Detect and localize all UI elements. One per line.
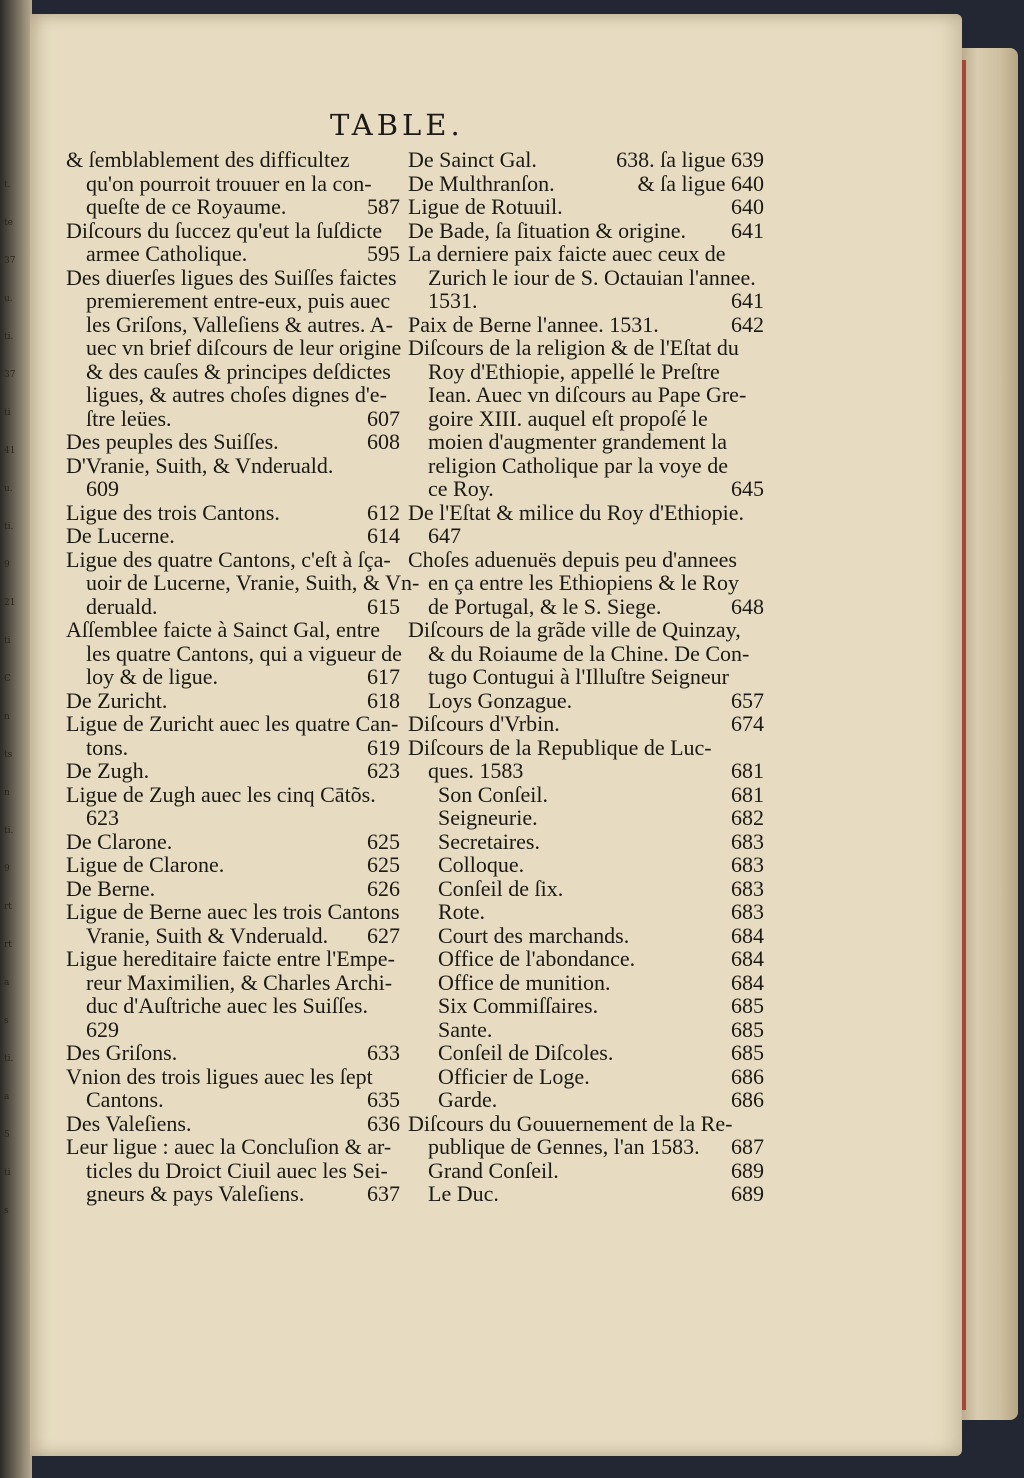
index-entry — [408, 665, 764, 689]
index-entry — [408, 759, 764, 783]
entry-page-ref: 684 — [731, 922, 764, 948]
index-entry — [408, 219, 764, 243]
margin-fragment: u. — [4, 294, 13, 304]
entry-page-ref: 619 — [367, 734, 400, 760]
index-entry — [66, 242, 400, 266]
index-entry — [408, 736, 764, 760]
margin-fragment: a — [4, 978, 10, 988]
entry-text: Zurich le iour de S. Octauian l'annee. — [428, 264, 756, 290]
index-entry — [66, 266, 400, 290]
index-entry — [66, 477, 400, 501]
index-entry — [66, 336, 400, 360]
facing-page-edge — [0, 0, 32, 1478]
entry-page-ref: 608 — [367, 429, 400, 454]
entry-page-ref: 684 — [731, 969, 764, 995]
index-entry — [408, 477, 764, 501]
entry-text: Secretaires. — [438, 828, 540, 854]
index-entry — [66, 219, 400, 243]
entry-text: Roy d'Ethiopie, appellé le Preſtre — [428, 358, 720, 384]
entry-page-ref: 618 — [367, 687, 400, 713]
index-entry — [66, 947, 400, 971]
entry-text: de Portugal, & le S. Siege. — [428, 593, 662, 619]
entry-text: Seigneurie. — [438, 805, 538, 830]
index-entry — [66, 172, 400, 196]
index-entry — [408, 1018, 764, 1042]
margin-fragment: a — [4, 1092, 10, 1102]
index-entry — [66, 195, 400, 219]
entry-text: Ligue de Berne auec les trois Cantons — [66, 899, 400, 924]
entry-text: Aſſemblee faicte à Sainct Gal, entre — [66, 617, 380, 642]
entry-text: & ſemblablement des difficultez — [66, 147, 350, 172]
entry-page-ref: 625 — [367, 852, 400, 877]
index-entry — [66, 1065, 400, 1089]
index-entry — [66, 548, 400, 572]
margin-fragment: 9 — [4, 560, 10, 570]
entry-page-ref: 645 — [731, 476, 764, 501]
index-entry — [66, 360, 400, 384]
index-entry — [66, 313, 400, 337]
index-entry — [408, 712, 764, 736]
margin-fragment: 37 — [4, 370, 16, 380]
index-entry — [66, 501, 400, 525]
index-entry — [66, 1041, 400, 1065]
entry-page-ref: 595 — [367, 241, 400, 266]
entry-text: Ligue de Clarone. — [66, 852, 225, 877]
entry-page-ref: 627 — [367, 922, 400, 948]
entry-text: religion Catholique par la voye de — [428, 452, 728, 478]
index-entry — [408, 524, 764, 548]
index-entry — [66, 289, 400, 313]
entry-page-ref: 625 — [367, 828, 400, 854]
margin-fragment: 37 — [4, 256, 16, 266]
index-entry — [66, 994, 400, 1018]
margin-fragment: ti. — [4, 522, 14, 532]
entry-text: goire XIII. auquel eſt propoſé le — [428, 405, 708, 431]
entry-page-ref: 686 — [731, 1087, 764, 1112]
entry-text: Ligue des trois Cantons. — [66, 499, 280, 525]
entry-text: Des diuerſes ligues des Suiſſes faictes — [66, 264, 397, 290]
entry-text: Ligue des quatre Cantons, c'eſt à ſça- — [66, 546, 391, 572]
index-entry — [408, 947, 764, 971]
margin-fragment: rt — [4, 902, 12, 912]
entry-text: Diſcours de la grãde ville de Quinzay, — [408, 617, 741, 642]
index-entry — [408, 242, 764, 266]
entry-text: De Berne. — [66, 875, 156, 901]
entry-page-ref: 587 — [367, 194, 400, 219]
entry-text: Des Valeſiens. — [66, 1110, 192, 1136]
entry-text: Rote. — [438, 899, 486, 924]
entry-page-ref: 626 — [367, 875, 400, 901]
entry-page-ref: 641 — [731, 217, 764, 243]
entry-page-ref: 683 — [731, 828, 764, 854]
entry-text: ce Roy. — [428, 476, 494, 501]
entry-text: qu'on pourroit trouuer en la con- — [86, 170, 372, 196]
entry-text: 629 — [86, 1016, 119, 1042]
entry-text: Vranie, Suith & Vnderuald. — [86, 922, 329, 948]
entry-page-ref: 686 — [731, 1063, 764, 1089]
entry-text: Des Griſons. — [66, 1040, 178, 1065]
entry-page-ref: 684 — [731, 946, 764, 971]
entry-text: Ligue de Zuricht auec les quatre Can- — [66, 711, 399, 736]
entry-text: Iean. Auec vn diſcours au Pape Gre- — [428, 382, 747, 407]
index-entry — [408, 548, 764, 572]
index-entry — [408, 383, 764, 407]
entry-page-ref: 687 — [731, 1134, 764, 1159]
index-entry — [66, 712, 400, 736]
index-entry — [408, 501, 764, 525]
index-entry — [66, 407, 400, 431]
index-entry — [66, 1112, 400, 1136]
entry-text: De Multhranſon. — [408, 170, 555, 196]
margin-fragment: 21 — [4, 598, 16, 608]
index-entry — [408, 689, 764, 713]
index-entry — [408, 1135, 764, 1159]
entry-page-ref: 648 — [731, 593, 764, 619]
entry-page-ref: 682 — [731, 805, 764, 830]
index-entry — [408, 195, 764, 219]
entry-text: De Bade, ſa ſituation & origine. — [408, 217, 686, 243]
entry-text: moien d'augmenter grandement la — [428, 429, 728, 454]
entry-text: 623 — [86, 805, 119, 830]
index-entry — [408, 1112, 764, 1136]
entry-page-ref: 683 — [731, 875, 764, 901]
book-fore-edge — [960, 48, 1018, 1420]
entry-page-ref: 681 — [731, 781, 764, 807]
index-entry — [408, 313, 764, 337]
entry-text: uec vn brief diſcours de leur origine — [86, 335, 402, 360]
entry-text: Garde. — [438, 1087, 498, 1112]
index-entry — [66, 148, 400, 172]
index-column-left — [66, 147, 420, 1206]
index-entry — [408, 642, 764, 666]
entry-text: & du Roiaume de la Chine. De Con- — [428, 640, 750, 666]
entry-page-ref: 640 — [731, 194, 764, 219]
index-entry — [66, 642, 400, 666]
entry-text: Conſeil de Diſcoles. — [438, 1040, 614, 1065]
index-entry — [66, 689, 400, 713]
margin-fragment: ti — [4, 408, 11, 418]
entry-text: ſtre leües. — [86, 405, 172, 431]
index-entry — [66, 1135, 400, 1159]
index-entry — [408, 806, 764, 830]
index-entry — [408, 618, 764, 642]
index-entry — [66, 430, 400, 454]
index-entry — [408, 571, 764, 595]
page-title: TABLE. — [330, 108, 464, 142]
entry-text: De Lucerne. — [66, 523, 175, 548]
entry-text: Leur ligue : auec la Concluſion & ar- — [66, 1134, 392, 1159]
entry-text: Loys Gonzague. — [428, 687, 573, 713]
entry-page-ref: 638. ſa ligue 639 — [616, 147, 764, 172]
margin-fragment: ts — [4, 750, 13, 760]
entry-text: premierement entre-eux, puis auec — [86, 288, 391, 313]
index-entry — [66, 924, 400, 948]
index-entry — [408, 172, 764, 196]
entry-text: Paix de Berne l'annee. 1531. — [408, 311, 659, 337]
entry-text: Des peuples des Suiſſes. — [66, 429, 279, 454]
entry-text: deruald. — [86, 593, 158, 619]
entry-text: La derniere paix faicte auec ceux de — [408, 241, 726, 266]
index-entry — [66, 454, 400, 478]
index-entry — [66, 806, 400, 830]
entry-text: tons. — [86, 734, 129, 760]
entry-text: gneurs & pays Valeſiens. — [86, 1181, 305, 1206]
margin-fragment: 5 — [4, 1130, 10, 1140]
index-entry — [408, 830, 764, 854]
index-entry — [66, 595, 400, 619]
margin-fragment: t. — [4, 180, 11, 190]
index-entry — [66, 877, 400, 901]
margin-fragment: n — [4, 788, 10, 798]
entry-text: publique de Gennes, l'an 1583. — [428, 1134, 700, 1159]
entry-text: armee Catholique. — [86, 241, 248, 266]
entry-text: Diſcours du ſuccez qu'eut la ſuſdicte — [66, 217, 383, 243]
margin-fragment: ti — [4, 636, 11, 646]
entry-text: Le Duc. — [428, 1181, 499, 1206]
index-entry — [408, 336, 764, 360]
margin-fragment: s — [4, 1016, 9, 1026]
entry-page-ref: 685 — [731, 1040, 764, 1065]
entry-text: Six Commiſſaires. — [438, 993, 599, 1018]
index-entry — [408, 853, 764, 877]
index-entry — [66, 524, 400, 548]
entry-text: 1531. — [428, 288, 478, 313]
entry-text: De Sainct Gal. — [408, 147, 537, 172]
entry-page-ref: 685 — [731, 1016, 764, 1042]
index-entry — [66, 1018, 400, 1042]
entry-text: De Clarone. — [66, 828, 173, 854]
entry-page-ref: 633 — [367, 1040, 400, 1065]
margin-fragment: ti. — [4, 332, 14, 342]
entry-text: ligues, & autres choſes dignes d'e- — [86, 382, 387, 407]
entry-page-ref: 681 — [731, 758, 764, 783]
entry-text: queſte de ce Royaume. — [86, 194, 287, 219]
index-entry — [66, 665, 400, 689]
index-entry — [408, 1088, 764, 1112]
entry-text: Cantons. — [86, 1087, 164, 1112]
index-entry — [66, 853, 400, 877]
index-column-right — [408, 148, 764, 1206]
index-entry — [66, 759, 400, 783]
entry-page-ref: 683 — [731, 899, 764, 924]
entry-text: & des cauſes & principes deſdictes — [86, 358, 391, 384]
entry-text: Ligue de Zugh auec les cinq Cātõs. — [66, 781, 376, 807]
entry-text: les quatre Cantons, qui a vigueur de — [86, 640, 402, 666]
index-entry — [66, 830, 400, 854]
entry-page-ref: 641 — [731, 288, 764, 313]
entry-text: Court des marchands. — [438, 922, 630, 948]
margin-fragment: ti. — [4, 826, 14, 836]
entry-text: Office de l'abondance. — [438, 946, 636, 971]
entry-page-ref: 689 — [731, 1181, 764, 1206]
entry-page-ref: 685 — [731, 993, 764, 1018]
entry-text: Vnion des trois ligues auec les ſept — [66, 1063, 373, 1089]
margin-fragment: te — [4, 218, 13, 228]
margin-fragment: u. — [4, 484, 13, 494]
index-entry — [66, 783, 400, 807]
entry-text: les Griſons, Valleſiens & autres. A- — [86, 311, 393, 337]
index-entry — [66, 1182, 400, 1206]
entry-page-ref: 617 — [367, 664, 400, 689]
entry-text: De Zugh. — [66, 758, 150, 783]
entry-text: ticles du Droict Ciuil auec les Sei- — [86, 1157, 388, 1183]
entry-text: De Zuricht. — [66, 687, 168, 713]
entry-text: D'Vranie, Suith, & Vnderuald. — [66, 452, 334, 478]
entry-text: Diſcours d'Vrbin. — [408, 711, 560, 736]
entry-page-ref: 674 — [731, 711, 764, 736]
index-entry — [66, 736, 400, 760]
entry-text: 647 — [428, 523, 461, 548]
entry-page-ref: 689 — [731, 1157, 764, 1183]
entry-text: Diſcours de la Republique de Luc- — [408, 734, 712, 760]
index-entry — [408, 1065, 764, 1089]
entry-page-ref: 637 — [367, 1181, 400, 1206]
index-entry — [66, 1159, 400, 1183]
index-entry — [66, 618, 400, 642]
index-entry — [408, 595, 764, 619]
index-entry — [408, 994, 764, 1018]
entry-page-ref: 614 — [367, 523, 400, 548]
entry-page-ref: 612 — [367, 499, 400, 525]
entry-text: Diſcours de la religion & de l'Eſtat du — [408, 335, 739, 360]
entry-text: Office de munition. — [438, 969, 611, 995]
index-entry — [66, 900, 400, 924]
index-entry — [408, 148, 764, 172]
index-entry — [408, 454, 764, 478]
entry-text: reur Maximilien, & Charles Archi- — [86, 969, 393, 995]
entry-text: Sante. — [438, 1016, 493, 1042]
index-entry — [408, 1182, 764, 1206]
margin-fragment: 9 — [4, 864, 10, 874]
index-entry — [408, 877, 764, 901]
index-entry — [408, 1041, 764, 1065]
margin-fragment: rt — [4, 940, 12, 950]
index-entry — [408, 1159, 764, 1183]
index-entry — [408, 360, 764, 384]
entry-page-ref: 642 — [731, 311, 764, 337]
margin-fragment: C — [4, 674, 11, 684]
entry-text: Conſeil de ſix. — [438, 875, 564, 901]
index-entry — [408, 924, 764, 948]
entry-text: Ligue de Rotuuil. — [408, 194, 563, 219]
entry-text: Choſes aduenuës depuis peu d'annees — [408, 546, 737, 572]
margin-fragment: s — [4, 1206, 9, 1216]
entry-page-ref: 635 — [367, 1087, 400, 1112]
entry-page-ref: 607 — [367, 405, 400, 431]
index-entry — [66, 1088, 400, 1112]
index-entry — [66, 383, 400, 407]
margin-fragment: ti. — [4, 1054, 14, 1064]
entry-text: Officier de Loge. — [438, 1063, 590, 1089]
index-entry — [408, 266, 764, 290]
index-entry — [408, 289, 764, 313]
entry-text: loy & de ligue. — [86, 664, 218, 689]
index-entry — [408, 407, 764, 431]
entry-text: Diſcours du Gouuernement de la Re- — [408, 1110, 733, 1136]
entry-text: en ça entre les Ethiopiens & le Roy — [428, 570, 739, 595]
entry-page-ref: 636 — [367, 1110, 400, 1136]
index-entry — [408, 971, 764, 995]
index-entry — [66, 570, 420, 595]
margin-fragment: ti — [4, 1168, 11, 1178]
entry-page-ref: & ſa ligue 640 — [637, 170, 764, 196]
margin-fragment: n — [4, 712, 10, 722]
index-entry — [408, 783, 764, 807]
entry-page-ref: 615 — [367, 593, 400, 619]
index-entry — [66, 971, 400, 995]
index-entry — [408, 430, 764, 454]
red-edge-stain — [962, 60, 966, 1410]
entry-text: 609 — [86, 476, 119, 501]
entry-text: duc d'Auſtriche auec les Suiſſes. — [86, 993, 368, 1018]
entry-text: Colloque. — [438, 852, 525, 877]
entry-text: Grand Conſeil. — [428, 1157, 559, 1183]
entry-text: De l'Eſtat & milice du Roy d'Ethiopie. — [408, 499, 745, 525]
entry-page-ref: 683 — [731, 852, 764, 877]
entry-text: ques. 1583 — [428, 758, 524, 783]
entry-text: Ligue hereditaire faicte entre l'Empe- — [66, 946, 395, 971]
entry-text: tugo Contugui à l'Illuſtre Seigneur — [428, 664, 729, 689]
entry-page-ref: 657 — [731, 687, 764, 713]
index-entry — [408, 900, 764, 924]
entry-page-ref: 623 — [367, 758, 400, 783]
entry-text: Son Conſeil. — [438, 781, 549, 807]
entry-text: uoir de Lucerne, Vranie, Suith, & Vn- — [86, 570, 420, 595]
margin-fragment: 41 — [4, 446, 16, 456]
